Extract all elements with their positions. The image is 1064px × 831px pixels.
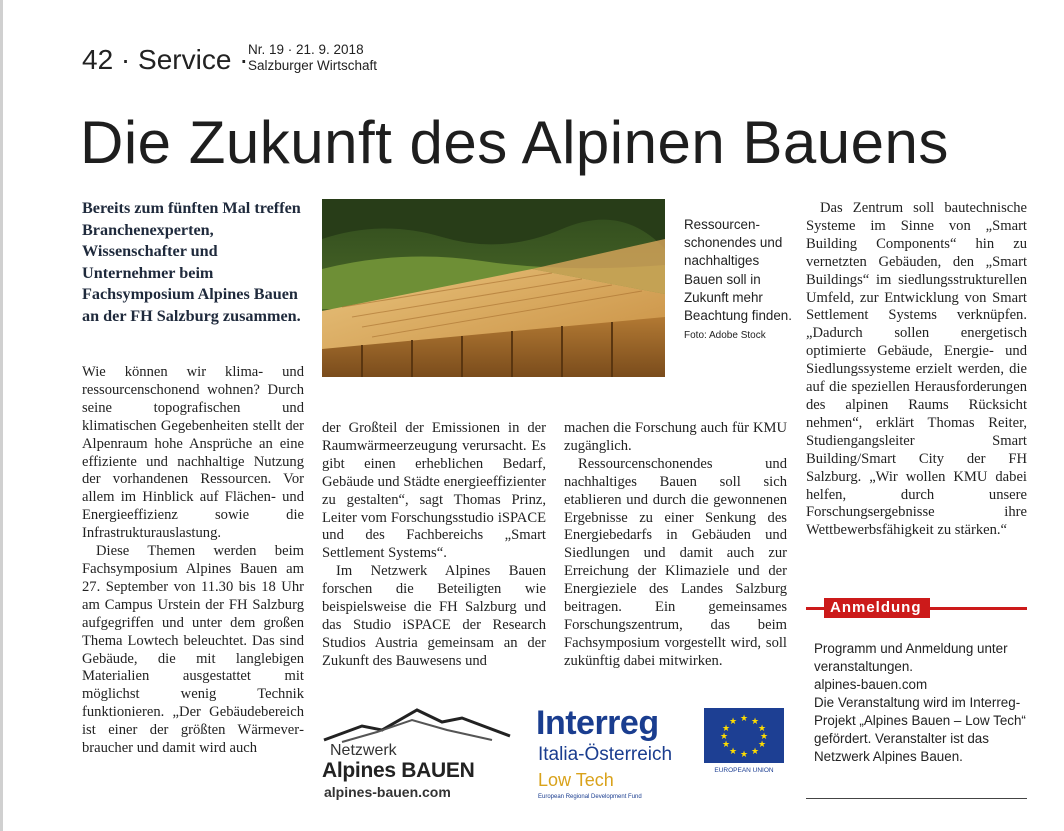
paragraph: Im Netzwerk Alpines Bauen forschen die Beteiligten wie beispielsweise die FH Salzburg und das Studio iSPACE der Research Studios Austria gemeinsam an der Zukunft des Bauwesens und [322,563,546,669]
photo-caption [684,216,794,345]
registration-text [814,640,1026,766]
registration-line: Programm und Anmeldung unter veranstaltungen. [814,641,1008,674]
registration-heading [806,598,1027,618]
svg-text:★: ★ [721,724,731,734]
interreg-name: Interreg [536,704,659,742]
svg-text:★: ★ [739,714,749,724]
paragraph: machen die Forschung auch für KMU zugänglich. [564,420,787,454]
interreg-logo [536,704,786,804]
svg-text:★: ★ [750,747,760,757]
netzwerk-alpines-bauen-logo [322,704,512,804]
eu-flag-icon [704,708,784,763]
svg-text:★: ★ [739,750,749,760]
registration-line: Die Veranstaltung wird im Interreg-Projekt „Alpines Bauen – Low Tech“ gefördert. Veranstalter ist das Netzwerk Alpines Bauen. [814,695,1026,764]
logo-netzwerk-line2: Alpines BAUEN [322,759,475,782]
svg-text:★: ★ [728,747,738,757]
article-column-1 [82,364,304,758]
svg-text:★: ★ [719,732,729,742]
registration-label [824,598,930,618]
issue-info [248,42,377,74]
article-headline: Die Zukunft des Alpinen Bauens [80,109,949,176]
svg-text:★: ★ [759,732,769,742]
registration-link[interactable]: alpines-bauen.com [814,677,928,692]
svg-text:★: ★ [750,717,760,727]
publication-name: Salzburger Wirtschaft [248,58,378,73]
registration-bottom-rule [806,798,1027,799]
paragraph: Ressourcenschonendes und nachhaltiges Bauen soll sich etablieren und durch die gewonnenen Ergebnisse zu einer Senkung des Energiebedarfs in Gebäuden und Siedlungen und damit auch zur Erreichung der Klimaziele und der Energieziele des Landes Salzburg beitragen. Ein gemeinsames Forschungszentrum, das beim Fachsymposium vorgestellt wird, soll zukünftig dabei mitwirken. [564,455,787,669]
eu-label: EUROPEAN UNION [714,767,774,774]
article-lead: Bereits zum fünften Mal treffen Branchenexperten, Wissenschafter und Unternehmer beim Fachsymposium Alpines Bauen an der FH Salzburg zusammen. [82,199,301,325]
interreg-project: Low Tech [538,770,614,790]
wooden-building-photo [322,199,665,377]
registration-label-text: Anmeldung [830,599,922,616]
article-column-3 [564,420,787,671]
svg-text:★: ★ [757,740,767,750]
photo-credit: Foto: Adobe Stock [684,330,766,342]
article-photo [322,199,665,377]
interreg-fund: European Regional Development Fund [538,794,642,800]
svg-text:★: ★ [757,724,767,734]
svg-text:★: ★ [721,740,731,750]
logo-netzwerk-url: alpines-bauen.com [324,784,451,800]
interreg-region: Italia-Österreich [538,744,673,765]
svg-text:★: ★ [728,717,738,727]
page-number: 42 · Service · [82,44,249,75]
logo-netzwerk-line1: Netzwerk [330,742,397,759]
article-column-4 [806,200,1027,540]
mountain-icon [322,704,512,744]
issue-date: Nr. 19 · 21. 9. 2018 [248,42,364,57]
article-column-2 [322,420,546,671]
caption-text: Ressourcenschonendes und nachhaltiges Bauen soll in Zukunft mehr Beachtung finden. [684,217,792,324]
paragraph: Diese Themen werden beim Fachsymposium Alpines Bauen am 27. September von 11.30 bis 18 Uhr am Campus Urstein der FH Salzburg aufgegriffen und unter dem großen Thema Lowtech beleuchtet. Das sind Gebäude, die mit langlebigen Materialien ausgestattet mit möglichst wenig Technik funktionieren. „Der Gebäudebereich ist einer der größten Wärmeverbraucher und damit wird auch [82,543,304,757]
paragraph: Das Zentrum soll bautechnische Systeme im Sinne von „Smart Building Components“ hin zu vernetzten Gebäuden, den „Smart Buildings“ im siedlungsstrukturellen Umfeld, zur Entwicklung von Smart Settlement Systems verknüpfen. „Dadurch sollen energetisch optimierte Gebäude, Energie- und Siedlungssysteme erzielt werden, die auf die speziellen Herausforderungen des alpinen Raums Rücksicht nehmen“, erklärt Thomas Reiter, Studiengangsleiter Smart Building/Smart City der FH Salzburg. „Wir wollen KMU dabei helfen, durch unsere Forschungsergebnisse ihre Wettbewerbsfähigkeit zu stärken.“ [806,200,1027,539]
paragraph: Wie können wir klima- und ressourcenschonend wohnen? Durch seine topografischen und klimatischen Gegebenheiten stellt der Alpenraum hohe Ansprüche an eine effiziente und nachhaltige Nutzung der vorhandenen Ressourcen. Vor allem im Hinblick auf Flächen- und Energieeffizienz sowie die Infrastrukturauslastung. [82,364,304,542]
paragraph: der Großteil der Emissionen in der Raumwärmeerzeugung verursacht. Es gibt einen erheblichen Bedarf, Gebäude und Städte energieeffizienter zu gestalten“, sagt Thomas Prinz, Leiter vom Forschungsstudio iSPACE und des Fachbereichs „Smart Settlement Systems“. [322,420,546,562]
page-edge [0,0,3,831]
